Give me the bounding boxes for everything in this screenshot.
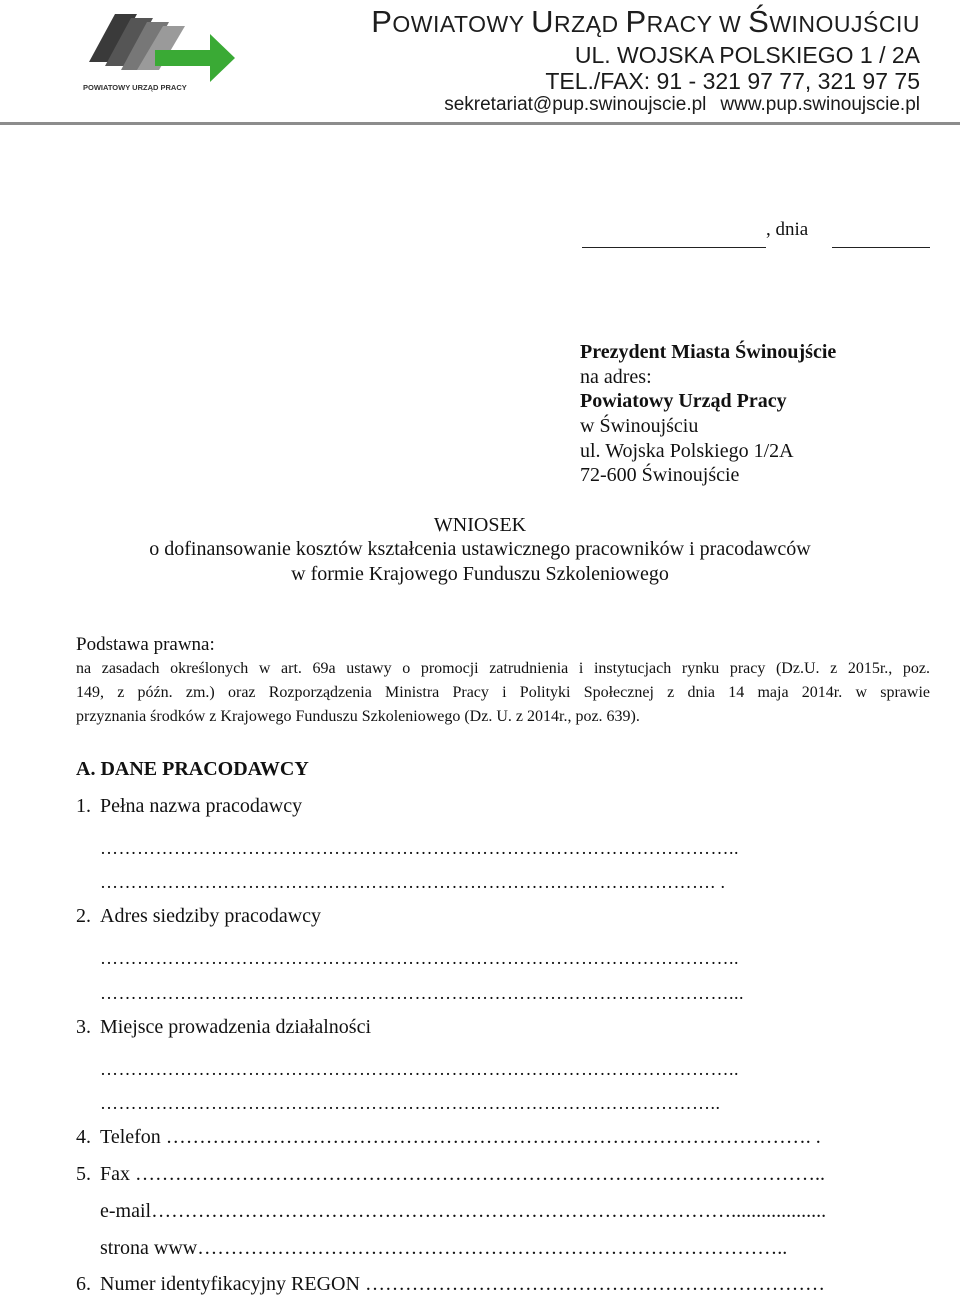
field-fax[interactable]: 5. Fax …………………………………………………………………………………………..: [76, 1163, 825, 1185]
legal-basis-line-1: na zasadach określonych w art. 69a ustawy o promocji zatrudnienia i instytucjach rynku pracy (Dz.U. z 2015r., poz.: [76, 660, 930, 677]
svg-text:POWIATOWY URZĄD PRACY: POWIATOWY URZĄD PRACY: [83, 83, 187, 92]
document-subtitle-1: o dofinansowanie kosztów kształcenia ustawicznego pracowników i pracodawców: [149, 538, 811, 560]
header-rule: [0, 122, 960, 125]
date-blank[interactable]: [832, 247, 930, 248]
employer-address-input-2[interactable]: …………………………………………………………………………………………...: [100, 983, 744, 1003]
field-phone[interactable]: 4. Telefon ……………………………………………………………………………………. .: [76, 1126, 821, 1148]
field-employer-address: 2. Adres siedziby pracodawcy: [76, 905, 322, 927]
office-phone: TEL./FAX: 91 - 321 97 77, 321 97 75: [545, 68, 920, 94]
office-name: POWIATOWY URZĄD PRACY W ŚWINOUJŚCIU: [371, 4, 920, 39]
legal-basis-line-2: 149, z późn. zm.) oraz Rozporządzenia Ministra Pracy i Polityki Społecznej z dnia 14 maja 2014r. w sprawie: [76, 684, 930, 701]
office-logo: [75, 4, 240, 94]
office-email-link[interactable]: sekretariat@pup.swinoujscie.pl: [444, 94, 707, 115]
field-regon[interactable]: 6. Numer identyfikacyjny REGON ……………………………………………………………: [76, 1273, 825, 1295]
field-website[interactable]: strona www……………………………………………………………………………..: [100, 1237, 788, 1259]
addressee-line-2: na adres:: [580, 366, 652, 388]
business-location-input-2[interactable]: ………………………………………………………………………………………..: [100, 1093, 721, 1113]
employer-name-input-2[interactable]: ………………………………………………………………………………………. .: [100, 872, 726, 892]
employer-address-input-1[interactable]: …………………………………………………………………………………………..: [100, 948, 739, 968]
legal-basis-line-3: przyznania środków z Krajowego Funduszu Szkoleniowego (Dz. U. z 2014r., poz. 639).: [76, 708, 640, 725]
date-label: , dnia: [766, 219, 809, 240]
office-contact: [444, 94, 920, 116]
office-website-link[interactable]: www.pup.swinoujscie.pl: [720, 94, 920, 115]
employer-name-input-1[interactable]: …………………………………………………………………………………………..: [100, 838, 739, 858]
field-email[interactable]: e-mail……………………………………………………………………………...................: [100, 1200, 827, 1222]
addressee-line-4: w Świnoujściu: [580, 415, 699, 437]
section-a-heading: A. DANE PRACODAWCY: [76, 758, 309, 780]
addressee-line-5: ul. Wojska Polskiego 1/2A: [580, 440, 794, 462]
business-location-input-1[interactable]: …………………………………………………………………………………………..: [100, 1059, 739, 1079]
field-business-location: 3. Miejsce prowadzenia działalności: [76, 1016, 371, 1038]
document-subtitle-2: w formie Krajowego Funduszu Szkoleniowego: [291, 563, 669, 585]
field-employer-name: 1. Pełna nazwa pracodawcy: [76, 795, 303, 817]
legal-basis-label: Podstawa prawna:: [76, 634, 215, 655]
addressee-line-1: Prezydent Miasta Świnoujście: [580, 341, 837, 363]
document-title: WNIOSEK: [433, 514, 527, 536]
addressee-line-6: 72-600 Świnoujście: [580, 464, 740, 486]
place-blank[interactable]: [582, 247, 766, 248]
office-street: UL. WOJSKA POLSKIEGO 1 / 2A: [574, 42, 920, 68]
addressee-line-3: Powiatowy Urząd Pracy: [580, 390, 787, 412]
